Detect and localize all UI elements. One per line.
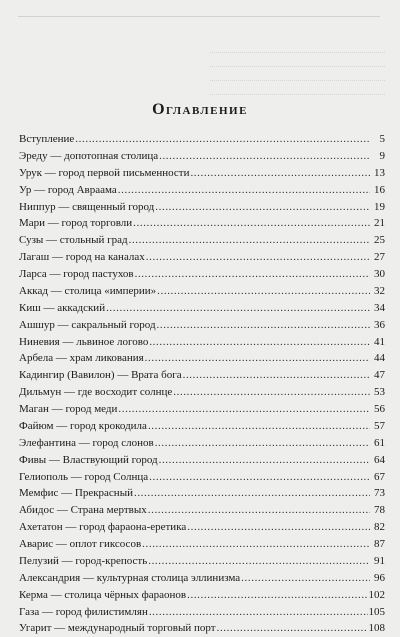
- toc-entry-page-number: 47: [374, 369, 385, 382]
- toc-entry-page-number: 57: [374, 419, 385, 432]
- dot-leader: [134, 485, 370, 502]
- toc-entry[interactable]: [19, 384, 385, 401]
- dot-leader: [148, 418, 370, 435]
- toc-entry-page-number: 61: [374, 436, 385, 449]
- toc-entry-page-number: 19: [374, 200, 385, 213]
- dot-leader: [187, 587, 367, 604]
- dot-leader: [118, 401, 370, 418]
- toc-entry-title: Файюм — город крокодила: [19, 419, 147, 432]
- toc-entry-page-number: 32: [374, 284, 385, 297]
- toc-entry[interactable]: [19, 502, 385, 519]
- toc-entry-title: Ниневия — львиное логово: [19, 335, 149, 348]
- toc-entry-page-number: 91: [374, 554, 385, 567]
- toc-entry[interactable]: [19, 266, 385, 283]
- toc-entry[interactable]: [19, 300, 385, 317]
- toc-entry[interactable]: [19, 587, 385, 604]
- toc-entry-page-number: 87: [374, 538, 385, 550]
- toc-entry-title: Кадингир (Вавилон) — Врата бога: [19, 369, 182, 382]
- toc-entry-title: Гелиополь — город Солнца: [19, 470, 149, 483]
- toc-entry[interactable]: [19, 215, 385, 232]
- dot-leader: [149, 334, 370, 351]
- dot-leader: [149, 604, 368, 621]
- toc-entry-page-number: 67: [374, 470, 385, 483]
- toc-entry-title: Керма — столица чёрных фараонов: [19, 588, 187, 601]
- page-title: Оглавление: [152, 101, 248, 118]
- toc-entry-title: Ур — город Авраама: [19, 183, 117, 196]
- toc-entry-title: Дильмун — где восходит солнце: [19, 386, 173, 399]
- toc-entry-page-number: 16: [374, 183, 385, 196]
- toc-entry-title: Эреду — допотопная столица: [19, 149, 159, 162]
- toc-entry-page-number: 5: [379, 133, 385, 145]
- toc-entry-page-number: 9: [379, 149, 385, 162]
- dot-leader: [135, 266, 370, 283]
- toc-entry-page-number: 96: [374, 571, 385, 584]
- toc-entry[interactable]: [19, 418, 385, 435]
- toc-entry-page-number: 36: [374, 318, 385, 331]
- faded-line: [210, 70, 385, 81]
- toc-entry-page-number: 30: [374, 268, 385, 280]
- faded-line: [210, 84, 385, 95]
- toc-entry[interactable]: [19, 334, 385, 351]
- toc-entry[interactable]: [19, 232, 385, 249]
- toc-entry-page-number: 64: [374, 453, 385, 466]
- toc-entry[interactable]: [19, 283, 385, 300]
- bleed-through-previous-page: [0, 0, 400, 100]
- dot-leader: [190, 165, 370, 182]
- toc-entry[interactable]: [19, 553, 385, 570]
- toc-entry-title: Вступление: [19, 133, 75, 145]
- toc-entry[interactable]: [19, 536, 385, 553]
- toc-entry-title: Мемфис — Прекрасный: [19, 487, 133, 500]
- toc-entry-title: Сузы — стольный град: [19, 234, 128, 247]
- dot-leader: [148, 553, 370, 570]
- toc-entry[interactable]: [19, 435, 385, 452]
- toc-entry-title: Аккад — столица «империи»: [19, 284, 157, 297]
- dot-leader: [173, 384, 370, 401]
- toc-entry[interactable]: [19, 401, 385, 418]
- toc-entry[interactable]: [19, 620, 385, 637]
- toc-entry-page-number: 53: [374, 386, 385, 399]
- toc-entry[interactable]: [19, 182, 385, 199]
- dot-leader: [118, 182, 370, 199]
- toc-entry-page-number: 21: [374, 217, 385, 230]
- dot-leader: [241, 570, 370, 587]
- toc-entry-title: Киш — аккадский: [19, 301, 106, 314]
- toc-entry-page-number: 78: [374, 504, 385, 517]
- toc-entry[interactable]: [19, 148, 385, 165]
- toc-entry[interactable]: [19, 199, 385, 216]
- toc-entry-title: Угарит — международный торговый порт: [19, 622, 216, 635]
- toc-entry[interactable]: [19, 131, 385, 148]
- toc-entry-title: Ашшур — сакральный город: [19, 318, 156, 331]
- dot-leader: [159, 452, 370, 469]
- toc-entry-title: Ларса — город пастухов: [19, 268, 134, 280]
- toc-entry-title: Александрия — культурная столица эллинизма: [19, 571, 241, 584]
- toc-entry-title: Абидос — Страна мертвых: [19, 504, 147, 517]
- toc-entry-page-number: 105: [368, 605, 385, 618]
- toc-entry[interactable]: [19, 249, 385, 266]
- toc-entry-page-number: 27: [374, 251, 385, 264]
- dot-leader: [142, 536, 370, 553]
- toc-entry[interactable]: [19, 519, 385, 536]
- dot-leader: [133, 215, 370, 232]
- dot-leader: [148, 502, 370, 519]
- toc-entry-page-number: 82: [374, 521, 385, 534]
- dot-leader: [106, 300, 370, 317]
- toc-entry-title: Урук — город первой письменности: [19, 166, 190, 179]
- toc-entry[interactable]: [19, 452, 385, 469]
- faded-running-head: [18, 6, 380, 17]
- toc-entry[interactable]: [19, 367, 385, 384]
- dot-leader: [129, 232, 370, 249]
- toc-entry-title: Ахетатон — город фараона-еретика: [19, 521, 187, 534]
- toc-entry-page-number: 41: [374, 335, 385, 348]
- toc-entry-title: Арбела — храм ликования: [19, 352, 144, 365]
- toc-entry-page-number: 44: [374, 352, 385, 365]
- toc-entry-title: Газа — город филистимлян: [19, 605, 148, 618]
- toc-entry-title: Аварис — оплот гиксосов: [19, 538, 142, 550]
- toc-entry-page-number: 34: [374, 301, 385, 314]
- dot-leader: [157, 283, 370, 300]
- faded-line: [210, 56, 385, 67]
- toc-entry-page-number: 25: [374, 234, 385, 247]
- faded-line: [210, 42, 385, 53]
- toc-entry-title: Лагаш — город на каналах: [19, 251, 145, 264]
- toc-entry[interactable]: [19, 165, 385, 182]
- toc-entry[interactable]: [19, 570, 385, 587]
- dot-leader: [75, 131, 370, 148]
- dot-leader: [183, 367, 370, 384]
- toc-entry-page-number: 13: [374, 166, 385, 179]
- dot-leader: [157, 317, 370, 334]
- toc-entry-title: Мари — город торговли: [19, 217, 133, 230]
- dot-leader: [155, 199, 370, 216]
- dot-leader: [145, 350, 370, 367]
- toc-entry-title: Маган — город меди: [19, 403, 118, 415]
- toc-entry[interactable]: [19, 469, 385, 486]
- table-of-contents: [19, 131, 385, 637]
- toc-entry[interactable]: [19, 604, 385, 621]
- dot-leader: [155, 435, 370, 452]
- toc-entry-title: Пелузий — город-крепость: [19, 554, 148, 567]
- toc-entry-title: Элефантина — город слонов: [19, 436, 154, 449]
- dot-leader: [146, 249, 370, 266]
- toc-entry-title: Ниппур — священный город: [19, 200, 155, 213]
- toc-entry-page-number: 73: [374, 487, 385, 500]
- toc-entry[interactable]: [19, 317, 385, 334]
- dot-leader: [217, 620, 368, 637]
- toc-entry-page-number: 108: [368, 622, 385, 635]
- toc-entry[interactable]: [19, 350, 385, 367]
- dot-leader: [149, 469, 370, 486]
- toc-entry[interactable]: [19, 485, 385, 502]
- toc-entry-page-number: 102: [368, 588, 385, 601]
- toc-entry-title: Фивы — Властвующий город: [19, 453, 158, 466]
- toc-entry-page-number: 56: [374, 403, 385, 415]
- dot-leader: [187, 519, 370, 536]
- dot-leader: [159, 148, 370, 165]
